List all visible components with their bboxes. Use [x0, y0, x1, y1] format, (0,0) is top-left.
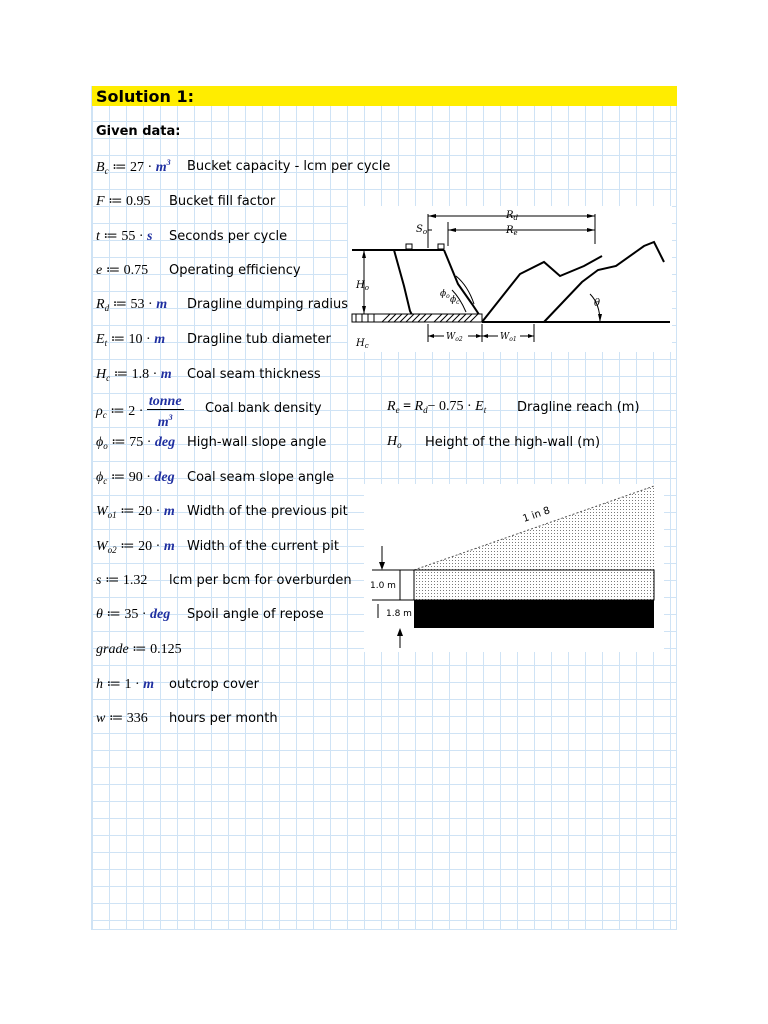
given-var-0: $B_c$ ≔ $27 \cdot m^3$ — [96, 158, 171, 176]
given-desc-3: Operating efficiency — [169, 263, 301, 278]
given-desc-9: Coal seam slope angle — [187, 470, 335, 485]
given-desc-10: Width of the previous pit — [187, 504, 348, 519]
given-var-7: $\rho_c$ ≔ 2 · $\frac{\text{tonne}}{m^3}$ — [96, 394, 182, 430]
given-var-16: w ≔ 336 — [96, 711, 148, 726]
svg-text:1 in 8: 1 in 8 — [521, 505, 552, 525]
svg-text:So: $S_o$ — [416, 224, 428, 236]
svg-text:Hc: $H_c$ — [356, 338, 369, 350]
given-desc-5: Dragline tub diameter — [187, 332, 331, 347]
svg-text:1.8 m: 1.8 m — [386, 609, 412, 619]
svg-text:ϕo: $\phi_o$ — [440, 289, 450, 300]
dragline-pit-diagram — [348, 206, 672, 352]
given-var-4: $R_d$ ≔ 53 · m — [96, 297, 168, 313]
given-desc-15: outcrop cover — [169, 677, 259, 692]
given-desc-0: Bucket capacity - lcm per cycle — [187, 159, 391, 174]
given-desc-16: hours per month — [169, 711, 278, 726]
svg-text:Wo2: $W_{o2}$ — [446, 332, 463, 343]
outcrop-section-diagram — [364, 484, 664, 652]
given-var-1: F ≔ 0.95 — [96, 194, 151, 209]
given-var-9: $\phi_c$ ≔ 90 · deg — [96, 470, 175, 486]
given-var-13: θ ≔ 35 · deg — [96, 607, 171, 622]
given-var-3: e ≔ 0.75 — [96, 263, 149, 278]
given-var-5: $E_t$ ≔ 10 · m — [96, 332, 166, 348]
given-var-8: $\phi_o$ ≔ 75 · deg — [96, 435, 176, 451]
given-var-11: $W_{o2}$ ≔ 20 · m — [96, 539, 175, 555]
given-desc-1: Bucket fill factor — [169, 194, 276, 209]
given-var-6: $H_c$ ≔ 1.8 · m — [96, 367, 172, 383]
given-desc-4: Dragline dumping radius — [187, 297, 348, 312]
given-var-10: $W_{o1}$ ≔ 20 · m — [96, 504, 175, 520]
svg-text:θ: θ — [594, 298, 601, 309]
svg-text:Re: $R_e$ — [506, 225, 518, 237]
svg-text:Ho: $H_o$ — [356, 280, 369, 292]
svg-text:1.0 m: 1.0 m — [370, 581, 396, 591]
given-var-15: h ≔ 1 · m — [96, 677, 155, 692]
given-desc-11: Width of the current pit — [187, 539, 340, 554]
highwall-height-symbol: $H_o$ — [387, 434, 402, 450]
given-var-12: s ≔ 1.32 — [96, 573, 148, 588]
reach-definition: $R_e = R_d- 0.75 \cdot E_t$ — [387, 399, 487, 415]
highwall-height-description: Height of the high-wall (m) — [425, 435, 601, 450]
given-desc-6: Coal seam thickness — [187, 367, 321, 382]
given-var-2: t ≔ 55 · s — [96, 229, 153, 244]
page-title: Solution 1: — [96, 87, 195, 106]
given-desc-7: Coal bank density — [205, 401, 322, 416]
svg-text:ϕc: $\phi_c$ — [450, 295, 460, 306]
given-desc-2: Seconds per cycle — [169, 229, 288, 244]
svg-text:Rd: $R_d$ — [506, 210, 519, 222]
given-data-heading: Given data: — [96, 124, 181, 139]
svg-text:Wo1: $W_{o1}$ — [500, 332, 517, 343]
given-desc-13: Spoil angle of repose — [187, 607, 324, 622]
given-desc-12: lcm per bcm for overburden — [169, 573, 352, 588]
reach-description: Dragline reach (m) — [517, 400, 640, 415]
given-desc-8: High-wall slope angle — [187, 435, 327, 450]
given-var-14: grade ≔ 0.125 — [96, 642, 182, 657]
